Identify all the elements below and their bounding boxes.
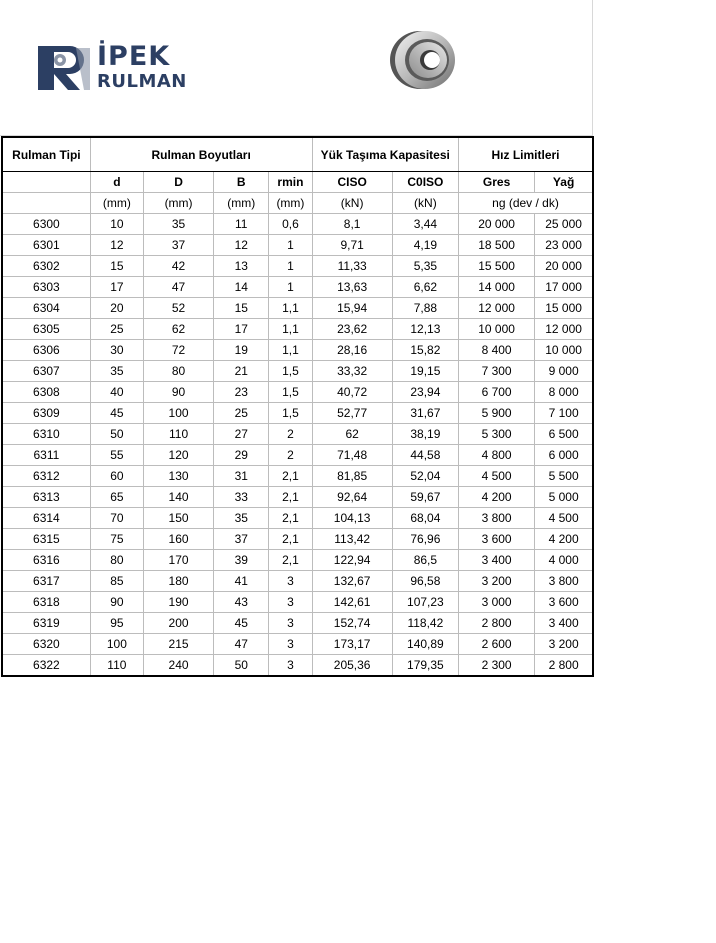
table-row <box>2 487 593 508</box>
cell-type: 6303 <box>2 277 90 298</box>
cell-type: 6301 <box>2 235 90 256</box>
cell-ciso: 11,33 <box>312 256 392 277</box>
logo-r-icon <box>36 44 92 92</box>
cell-gres: 4 500 <box>458 466 534 487</box>
cell-gres: 6 700 <box>458 382 534 403</box>
cell-yag: 17 000 <box>535 277 593 298</box>
cell-rmin: 1,1 <box>269 298 312 319</box>
cell-D: 160 <box>143 529 213 550</box>
cell-c0iso: 4,19 <box>392 235 458 256</box>
cell-B: 47 <box>214 634 269 655</box>
table-row <box>2 256 593 277</box>
cell-B: 27 <box>214 424 269 445</box>
table-row <box>2 655 593 677</box>
cell-yag: 7 100 <box>535 403 593 424</box>
unit-B: (mm) <box>214 193 269 214</box>
cell-rmin: 0,6 <box>269 214 312 235</box>
cell-ciso: 113,42 <box>312 529 392 550</box>
cell-c0iso: 96,58 <box>392 571 458 592</box>
cell-c0iso: 3,44 <box>392 214 458 235</box>
table-row <box>2 571 593 592</box>
cell-D: 37 <box>143 235 213 256</box>
cell-ciso: 104,13 <box>312 508 392 529</box>
cell-gres: 3 200 <box>458 571 534 592</box>
cell-c0iso: 12,13 <box>392 319 458 340</box>
cell-B: 23 <box>214 382 269 403</box>
cell-rmin: 2,1 <box>269 487 312 508</box>
cell-ciso: 33,32 <box>312 361 392 382</box>
unit-ciso: (kN) <box>312 193 392 214</box>
table-row <box>2 529 593 550</box>
cell-B: 45 <box>214 613 269 634</box>
cell-gres: 14 000 <box>458 277 534 298</box>
cell-yag: 12 000 <box>535 319 593 340</box>
cell-c0iso: 44,58 <box>392 445 458 466</box>
cell-type: 6322 <box>2 655 90 677</box>
cell-type: 6320 <box>2 634 90 655</box>
cell-ciso: 28,16 <box>312 340 392 361</box>
cell-type: 6315 <box>2 529 90 550</box>
header-empty-type <box>2 172 90 193</box>
cell-rmin: 2 <box>269 445 312 466</box>
cell-D: 90 <box>143 382 213 403</box>
table-row <box>2 382 593 403</box>
cell-D: 35 <box>143 214 213 235</box>
cell-yag: 6 000 <box>535 445 593 466</box>
cell-D: 140 <box>143 487 213 508</box>
cell-d: 10 <box>90 214 143 235</box>
cell-B: 33 <box>214 487 269 508</box>
table-group-header-row <box>2 137 593 172</box>
table-row <box>2 319 593 340</box>
cell-d: 35 <box>90 361 143 382</box>
cell-B: 15 <box>214 298 269 319</box>
cell-yag: 2 800 <box>535 655 593 677</box>
cell-gres: 5 900 <box>458 403 534 424</box>
cell-B: 21 <box>214 361 269 382</box>
cell-gres: 3 800 <box>458 508 534 529</box>
cell-ciso: 173,17 <box>312 634 392 655</box>
cell-d: 95 <box>90 613 143 634</box>
cell-B: 14 <box>214 277 269 298</box>
cell-c0iso: 107,23 <box>392 592 458 613</box>
cell-D: 47 <box>143 277 213 298</box>
cell-gres: 5 300 <box>458 424 534 445</box>
cell-type: 6309 <box>2 403 90 424</box>
table-row <box>2 508 593 529</box>
unit-speed: ng (dev / dk) <box>458 193 593 214</box>
table-row <box>2 466 593 487</box>
cell-ciso: 62 <box>312 424 392 445</box>
cell-gres: 12 000 <box>458 298 534 319</box>
cell-D: 190 <box>143 592 213 613</box>
cell-rmin: 1,1 <box>269 340 312 361</box>
cell-d: 65 <box>90 487 143 508</box>
cell-type: 6317 <box>2 571 90 592</box>
cell-rmin: 1,5 <box>269 361 312 382</box>
cell-yag: 25 000 <box>535 214 593 235</box>
cell-yag: 9 000 <box>535 361 593 382</box>
cell-yag: 4 000 <box>535 550 593 571</box>
cell-d: 70 <box>90 508 143 529</box>
cell-gres: 15 500 <box>458 256 534 277</box>
cell-type: 6314 <box>2 508 90 529</box>
cell-ciso: 132,67 <box>312 571 392 592</box>
cell-gres: 8 400 <box>458 340 534 361</box>
cell-c0iso: 15,82 <box>392 340 458 361</box>
table-row <box>2 298 593 319</box>
cell-c0iso: 38,19 <box>392 424 458 445</box>
cell-ciso: 81,85 <box>312 466 392 487</box>
header-d: d <box>90 172 143 193</box>
unit-c0iso: (kN) <box>392 193 458 214</box>
cell-c0iso: 140,89 <box>392 634 458 655</box>
cell-d: 15 <box>90 256 143 277</box>
cell-rmin: 2,1 <box>269 550 312 571</box>
cell-rmin: 3 <box>269 592 312 613</box>
table-row <box>2 634 593 655</box>
cell-gres: 20 000 <box>458 214 534 235</box>
cell-B: 13 <box>214 256 269 277</box>
cell-yag: 3 200 <box>535 634 593 655</box>
cell-gres: 4 200 <box>458 487 534 508</box>
cell-d: 85 <box>90 571 143 592</box>
cell-D: 100 <box>143 403 213 424</box>
table-row <box>2 361 593 382</box>
cell-d: 40 <box>90 382 143 403</box>
cell-D: 80 <box>143 361 213 382</box>
cell-ciso: 13,63 <box>312 277 392 298</box>
cell-D: 62 <box>143 319 213 340</box>
bearing-spec-table <box>1 136 594 677</box>
cell-rmin: 3 <box>269 655 312 677</box>
cell-type: 6311 <box>2 445 90 466</box>
table-row <box>2 424 593 445</box>
cell-rmin: 3 <box>269 571 312 592</box>
cell-type: 6308 <box>2 382 90 403</box>
cell-type: 6312 <box>2 466 90 487</box>
cell-B: 12 <box>214 235 269 256</box>
cell-gres: 4 800 <box>458 445 534 466</box>
table-row <box>2 613 593 634</box>
cell-type: 6310 <box>2 424 90 445</box>
cell-ciso: 15,94 <box>312 298 392 319</box>
cell-yag: 3 600 <box>535 592 593 613</box>
cell-type: 6300 <box>2 214 90 235</box>
cell-yag: 4 500 <box>535 508 593 529</box>
brand-name-line1: İPEK <box>97 41 171 72</box>
cell-ciso: 122,94 <box>312 550 392 571</box>
cell-c0iso: 7,88 <box>392 298 458 319</box>
cell-d: 90 <box>90 592 143 613</box>
cell-ciso: 142,61 <box>312 592 392 613</box>
cell-gres: 3 000 <box>458 592 534 613</box>
cell-gres: 2 300 <box>458 655 534 677</box>
cell-B: 35 <box>214 508 269 529</box>
cell-B: 11 <box>214 214 269 235</box>
table-column-header-row <box>2 172 593 193</box>
header-rulman-tipi: Rulman Tipi <box>2 137 90 172</box>
unit-d: (mm) <box>90 193 143 214</box>
cell-type: 6306 <box>2 340 90 361</box>
cell-yag: 3 800 <box>535 571 593 592</box>
cell-ciso: 9,71 <box>312 235 392 256</box>
cell-type: 6318 <box>2 592 90 613</box>
cell-B: 25 <box>214 403 269 424</box>
cell-rmin: 1 <box>269 235 312 256</box>
cell-D: 215 <box>143 634 213 655</box>
cell-rmin: 2 <box>269 424 312 445</box>
cell-rmin: 3 <box>269 634 312 655</box>
cell-c0iso: 68,04 <box>392 508 458 529</box>
cell-rmin: 3 <box>269 613 312 634</box>
cell-c0iso: 76,96 <box>392 529 458 550</box>
cell-D: 170 <box>143 550 213 571</box>
cell-gres: 2 800 <box>458 613 534 634</box>
header-yag: Yağ <box>535 172 593 193</box>
cell-c0iso: 23,94 <box>392 382 458 403</box>
cell-rmin: 2,1 <box>269 529 312 550</box>
cell-type: 6307 <box>2 361 90 382</box>
header-rulman-boyutlari: Rulman Boyutları <box>90 137 312 172</box>
cell-B: 19 <box>214 340 269 361</box>
cell-d: 12 <box>90 235 143 256</box>
cell-c0iso: 31,67 <box>392 403 458 424</box>
cell-B: 29 <box>214 445 269 466</box>
cell-c0iso: 179,35 <box>392 655 458 677</box>
header-ciso: CISO <box>312 172 392 193</box>
cell-type: 6302 <box>2 256 90 277</box>
cell-yag: 15 000 <box>535 298 593 319</box>
cell-D: 180 <box>143 571 213 592</box>
cell-c0iso: 6,62 <box>392 277 458 298</box>
cell-d: 30 <box>90 340 143 361</box>
unit-D: (mm) <box>143 193 213 214</box>
cell-ciso: 92,64 <box>312 487 392 508</box>
cell-d: 100 <box>90 634 143 655</box>
cell-B: 31 <box>214 466 269 487</box>
cell-d: 25 <box>90 319 143 340</box>
cell-ciso: 40,72 <box>312 382 392 403</box>
cell-d: 50 <box>90 424 143 445</box>
cell-D: 150 <box>143 508 213 529</box>
cell-B: 50 <box>214 655 269 677</box>
cell-rmin: 2,1 <box>269 466 312 487</box>
cell-yag: 3 400 <box>535 613 593 634</box>
cell-gres: 2 600 <box>458 634 534 655</box>
header-hiz-limitleri: Hız Limitleri <box>458 137 593 172</box>
cell-gres: 10 000 <box>458 319 534 340</box>
cell-yag: 4 200 <box>535 529 593 550</box>
ball-bearing-icon <box>387 29 461 91</box>
cell-rmin: 1,1 <box>269 319 312 340</box>
cell-type: 6313 <box>2 487 90 508</box>
cell-c0iso: 118,42 <box>392 613 458 634</box>
cell-d: 75 <box>90 529 143 550</box>
cell-ciso: 23,62 <box>312 319 392 340</box>
cell-B: 37 <box>214 529 269 550</box>
table-row <box>2 445 593 466</box>
cell-d: 80 <box>90 550 143 571</box>
cell-D: 52 <box>143 298 213 319</box>
cell-rmin: 1 <box>269 256 312 277</box>
cell-type: 6316 <box>2 550 90 571</box>
cell-ciso: 205,36 <box>312 655 392 677</box>
table-row <box>2 340 593 361</box>
cell-D: 42 <box>143 256 213 277</box>
cell-yag: 20 000 <box>535 256 593 277</box>
cell-D: 130 <box>143 466 213 487</box>
table-row <box>2 403 593 424</box>
cell-gres: 18 500 <box>458 235 534 256</box>
cell-c0iso: 52,04 <box>392 466 458 487</box>
header-c0iso: C0ISO <box>392 172 458 193</box>
cell-d: 60 <box>90 466 143 487</box>
header <box>0 0 593 136</box>
table-unit-row <box>2 193 593 214</box>
cell-c0iso: 19,15 <box>392 361 458 382</box>
cell-d: 45 <box>90 403 143 424</box>
table-row <box>2 550 593 571</box>
cell-yag: 5 000 <box>535 487 593 508</box>
cell-gres: 3 400 <box>458 550 534 571</box>
cell-c0iso: 59,67 <box>392 487 458 508</box>
cell-gres: 7 300 <box>458 361 534 382</box>
header-yuk-tasima-kapasitesi: Yük Taşıma Kapasitesi <box>312 137 458 172</box>
cell-yag: 6 500 <box>535 424 593 445</box>
cell-c0iso: 86,5 <box>392 550 458 571</box>
cell-yag: 8 000 <box>535 382 593 403</box>
cell-B: 17 <box>214 319 269 340</box>
cell-d: 55 <box>90 445 143 466</box>
cell-D: 110 <box>143 424 213 445</box>
header-rmin: rmin <box>269 172 312 193</box>
cell-type: 6305 <box>2 319 90 340</box>
table-row <box>2 235 593 256</box>
cell-yag: 10 000 <box>535 340 593 361</box>
unit-rmin: (mm) <box>269 193 312 214</box>
cell-type: 6319 <box>2 613 90 634</box>
cell-B: 43 <box>214 592 269 613</box>
cell-yag: 23 000 <box>535 235 593 256</box>
cell-d: 110 <box>90 655 143 677</box>
cell-d: 17 <box>90 277 143 298</box>
brand-name-line2: RULMAN <box>97 71 187 92</box>
cell-ciso: 152,74 <box>312 613 392 634</box>
cell-d: 20 <box>90 298 143 319</box>
cell-type: 6304 <box>2 298 90 319</box>
table-row <box>2 277 593 298</box>
unit-empty-type <box>2 193 90 214</box>
cell-D: 72 <box>143 340 213 361</box>
brand-logo <box>36 41 206 94</box>
cell-rmin: 2,1 <box>269 508 312 529</box>
cell-c0iso: 5,35 <box>392 256 458 277</box>
cell-D: 120 <box>143 445 213 466</box>
cell-rmin: 1,5 <box>269 382 312 403</box>
table-row <box>2 592 593 613</box>
header-B: B <box>214 172 269 193</box>
cell-D: 200 <box>143 613 213 634</box>
cell-gres: 3 600 <box>458 529 534 550</box>
cell-B: 39 <box>214 550 269 571</box>
cell-rmin: 1 <box>269 277 312 298</box>
table-row <box>2 214 593 235</box>
cell-yag: 5 500 <box>535 466 593 487</box>
cell-ciso: 71,48 <box>312 445 392 466</box>
cell-ciso: 8,1 <box>312 214 392 235</box>
header-D: D <box>143 172 213 193</box>
cell-ciso: 52,77 <box>312 403 392 424</box>
cell-D: 240 <box>143 655 213 677</box>
cell-B: 41 <box>214 571 269 592</box>
cell-rmin: 1,5 <box>269 403 312 424</box>
header-gres: Gres <box>458 172 534 193</box>
